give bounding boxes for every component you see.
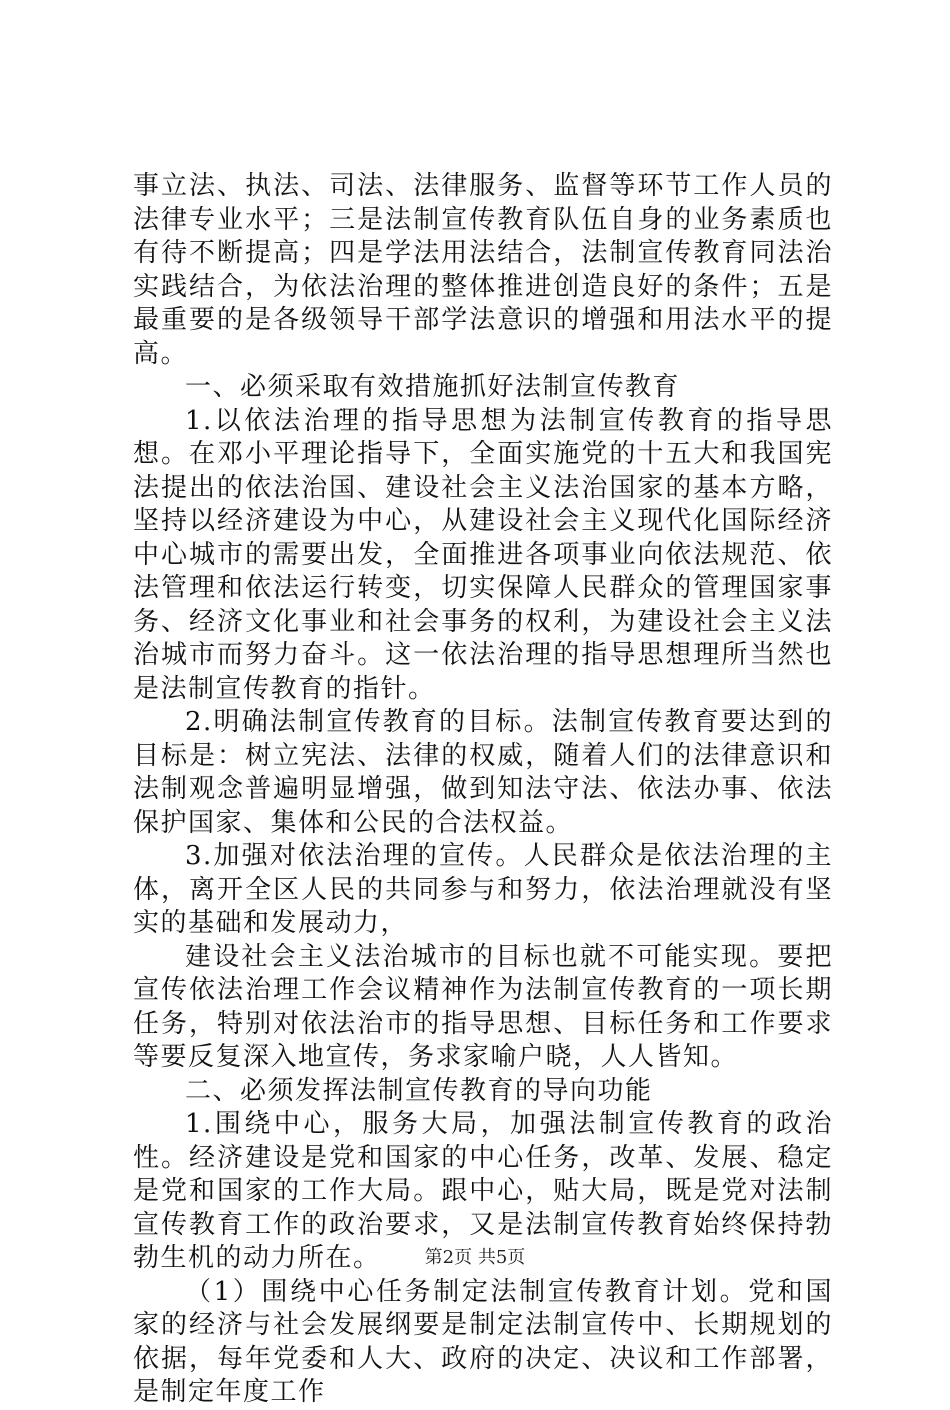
paragraph-1-1: 1.以依法治理的指导思想为法制宣传教育的指导思想。在邓小平理论指导下，全面实施党的十五大和我国宪法提出的依法治国、建设社会主义法治国家的基本方略，坚持以经济建设为中心，从建设社会主义现代化国际经济中心城市的需要出发，全面推进各项事业向依法规范、依法管理和依法运行转变，切实保障人民群众的管理国家事务、经济文化事业和社会事务的权利，为建设社会主义法治城市而努力奋斗。这一依法治理的指导思想理所当然也是法制宣传教育的指针。 [133, 405, 833, 704]
paragraph-continuation: 事立法、执法、司法、法律服务、监督等环节工作人员的法律专业水平；三是法制宣传教育队伍自身的业务素质也有待不断提高；四是学法用法结合，法制宣传教育同法治实践结合，为依法治理的整体推进创造良好的条件；五是最重要的是各级领导干部学法意识的增强和用法水平的提高。 [133, 171, 833, 369]
paragraph-2-1: 1.围绕中心，服务大局，加强法制宣传教育的政治性。经济建设是党和国家的中心任务，改革、发展、稳定是党和国家的工作大局。跟中心，贴大局，既是党对法制宣传教育工作的政治要求，又是法制宣传教育始终保持勃勃生机的动力所在。 [133, 1109, 833, 1273]
section-heading-2: 二、必须发挥法制宣传教育的导向功能 [185, 1075, 653, 1106]
document-body [133, 170, 833, 1410]
page-number-footer: 第2页 共5页 [424, 1247, 526, 1268]
paragraph-2-1-1: （1）围绕中心任务制定法制宣传教育计划。党和国家的经济与社会发展纲要是制定法制宣传中、长期规划的依据，每年党委和人大、政府的决定、决议和工作部署，是制定年度工作 [133, 1276, 833, 1407]
paragraph-1-2: 2.明确法制宣传教育的目标。法制宣传教育要达到的目标是：树立宪法、法律的权威，随着人们的法律意识和法制观念普遍明显增强，做到知法守法、依法办事、依法保护国家、集体和公民的合法权益。 [133, 707, 833, 838]
section-heading-1: 一、必须采取有效措施抓好法制宣传教育 [185, 372, 681, 402]
paragraph-1-3-continued: 建设社会主义法治城市的目标也就不可能实现。要把宣传依法治理工作会议精神作为法制宣传教育的一项长期任务，特别对依法治市的指导思想、目标任务和工作要求等要反复深入地宣传，务求家喻户晓，人人皆知。 [133, 941, 833, 1072]
paragraph-1-3: 3.加强对依法治理的宣传。人民群众是依法治理的主体，离开全区人民的共同参与和努力，依法治理就没有坚实的基础和发展动力， [133, 841, 833, 938]
